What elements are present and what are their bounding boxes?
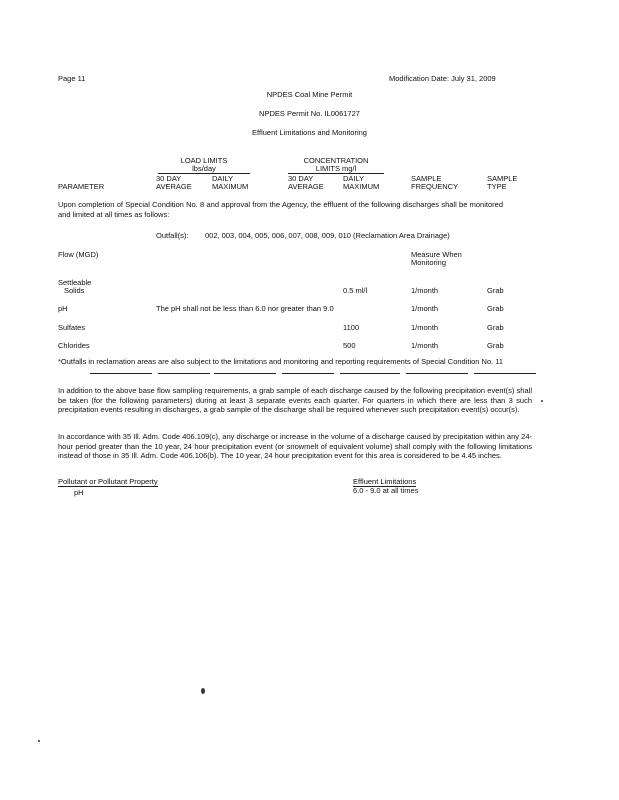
param-settleable-2: Solids xyxy=(64,286,85,295)
outfalls-value: 002, 003, 004, 005, 006, 007, 008, 009, 010 (Reclamation Area Drainage) xyxy=(205,231,450,240)
precipitation-paragraph: In addition to the above base flow sampling requirements, a grab sample of each discharge caused by the following precipitation event(s) shall be taken (for the following parameters) during at least 3 separate events each quarter. For quarters in which there are less than 3 such precipitation events resulting in discharges, a grab sample of the discharge shall be required whenever such precipitation event(s) occur(s). xyxy=(58,386,532,414)
chlorides-daily-max: 500 xyxy=(343,341,356,350)
ph-frequency: 1/month xyxy=(411,304,439,313)
accordance-paragraph: In accordance with 35 Ill. Adm. Code 406.109(c), any discharge or increase in the volume of a discharge caused by precipitation within any 24-hour period greater than the 10 year, 24 hour precipitation event (or snowmelt of equivalent volume) shall comply with the following limitations instead of those in 35 Ill. Adm. Code 406.106(b). The 10 year, 24 hour precipitation event for this area is considered to be 4.45 inches. xyxy=(58,432,532,460)
chlorides-frequency: 1/month xyxy=(411,341,439,350)
outfalls-label: Outfall(s): xyxy=(156,231,189,240)
permit-number: NPDES Permit No. IL0061727 xyxy=(259,109,360,118)
col-maximum-load: MAXIMUM xyxy=(212,182,249,191)
col-average-conc: AVERAGE xyxy=(288,182,324,191)
ph-type: Grab xyxy=(487,304,504,313)
scan-speck xyxy=(541,400,543,402)
scan-speck xyxy=(38,740,40,742)
col-30day-load: 30 DAY xyxy=(156,174,182,183)
col-daily-conc: DAILY xyxy=(343,174,365,183)
effluent-limit-header: Effluent Limitations xyxy=(353,477,417,486)
col-maximum-conc: MAXIMUM xyxy=(343,182,380,191)
col-sample-frequency-2: FREQUENCY xyxy=(411,182,459,191)
load-limits-units: lbs/day xyxy=(158,164,250,174)
intro-paragraph: Upon completion of Special Condition No. 8 and approval from the Agency, the effluent of the following discharges shall be monitored and limited at all times as follows: xyxy=(58,200,503,219)
page-number: Page 11 xyxy=(58,74,86,83)
param-ph: pH xyxy=(58,304,68,313)
concentration-units: LIMITS mg/l xyxy=(288,164,384,174)
modification-date: Modification Date: July 31, 2009 xyxy=(389,74,496,83)
settleable-daily-max: 0.5 ml/l xyxy=(343,286,368,295)
chlorides-type: Grab xyxy=(487,341,504,350)
pollutant-header: Pollutant or Pollutant Property xyxy=(58,477,158,486)
param-flow: Flow (MGD) xyxy=(58,250,99,259)
col-average-load: AVERAGE xyxy=(156,182,192,191)
param-chlorides: Chlorides xyxy=(58,341,90,350)
col-parameter: PARAMETER xyxy=(58,182,105,191)
param-sulfates: Sulfates xyxy=(58,323,86,332)
col-sample-frequency-1: SAMPLE xyxy=(411,174,442,183)
col-30day-conc: 30 DAY xyxy=(288,174,314,183)
flow-frequency-1: Measure When xyxy=(411,250,462,259)
settleable-type: Grab xyxy=(487,286,504,295)
col-sample-type-1: SAMPLE xyxy=(487,174,518,183)
col-daily-load: DAILY xyxy=(212,174,234,183)
param-settleable-1: Settleable xyxy=(58,278,92,287)
pollutant-item: pH xyxy=(74,488,84,497)
flow-frequency-2: Monitoring xyxy=(411,258,447,267)
concentration-heading: CONCENTRATION xyxy=(303,156,369,165)
permit-title: NPDES Coal Mine Permit xyxy=(266,90,353,99)
sulfates-daily-max: 1100 xyxy=(343,323,360,332)
sulfates-type: Grab xyxy=(487,323,504,332)
settleable-frequency: 1/month xyxy=(411,286,439,295)
col-sample-type-2: TYPE xyxy=(487,182,507,191)
section-title: Effluent Limitations and Monitoring xyxy=(252,128,367,137)
scan-speck xyxy=(201,688,205,694)
load-limits-heading: LOAD LIMITS xyxy=(180,156,228,165)
effluent-limit-value: 6.0 - 9.0 at all times xyxy=(353,486,419,495)
ph-note: The pH shall not be less than 6.0 nor greater than 9.0 xyxy=(156,304,334,313)
footnote: *Outfalls in reclamation areas are also subject to the limitations and monitoring and reporting requirements of Special Condition No. 11 xyxy=(58,357,504,366)
sulfates-frequency: 1/month xyxy=(411,323,439,332)
